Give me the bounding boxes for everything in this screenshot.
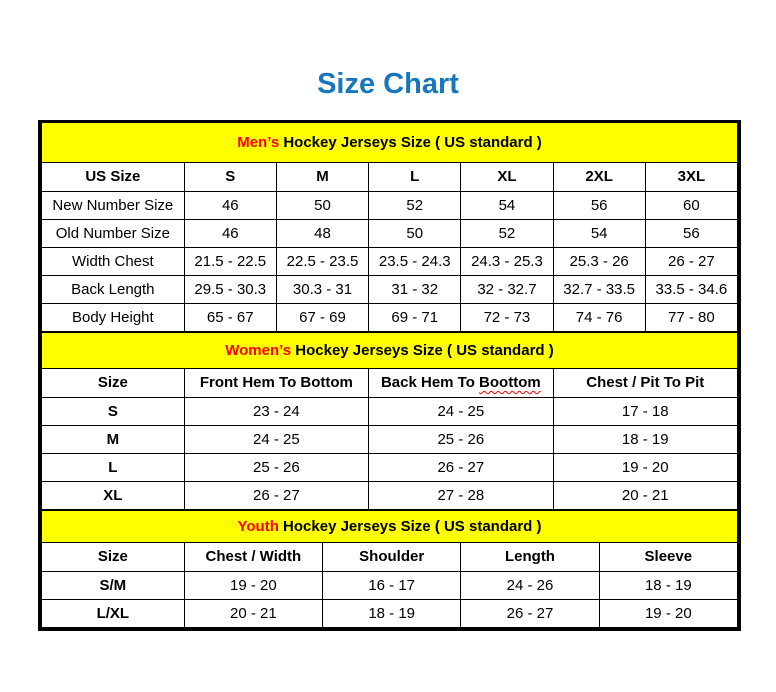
cell-value: 46 (184, 219, 276, 247)
column-header: 2XL (553, 162, 645, 191)
cell-value: 26 - 27 (184, 481, 368, 509)
table-row (42, 275, 738, 303)
cell-value: 33.5 - 34.6 (645, 275, 737, 303)
column-header: Shoulder (323, 542, 461, 571)
cell-value: 30.3 - 31 (276, 275, 368, 303)
cell-value: 72 - 73 (461, 303, 553, 331)
table-row (42, 599, 738, 627)
cell-value: 32 - 32.7 (461, 275, 553, 303)
row-label: S (42, 397, 185, 425)
cell-value: 21.5 - 22.5 (184, 247, 276, 275)
cell-value: 18 - 19 (323, 599, 461, 627)
cell-value: 52 (461, 219, 553, 247)
cell-value: 19 - 20 (553, 453, 737, 481)
cell-value: 16 - 17 (323, 571, 461, 599)
column-header: Chest / Width (184, 542, 322, 571)
cell-value: 17 - 18 (553, 397, 737, 425)
section-title-rest: Hockey Jerseys Size ( US standard ) (279, 133, 542, 151)
section-band-mens (42, 123, 738, 162)
column-header: Length (461, 542, 599, 571)
cell-value: 18 - 19 (599, 571, 737, 599)
column-header: Front Hem To Bottom (184, 368, 368, 397)
column-header: 3XL (645, 162, 737, 191)
cell-value: 77 - 80 (645, 303, 737, 331)
section-highlight-word: Youth (237, 517, 279, 535)
row-label: XL (42, 481, 185, 509)
misspelled-word: Boottom (479, 374, 541, 391)
cell-value: 31 - 32 (369, 275, 461, 303)
section-title-rest: Hockey Jerseys Size ( US standard ) (278, 517, 542, 535)
section-band-row (42, 510, 738, 542)
section-band-row (42, 332, 738, 368)
cell-value: 54 (461, 191, 553, 219)
cell-value: 48 (276, 219, 368, 247)
column-header-row (42, 542, 738, 571)
cell-value: 27 - 28 (369, 481, 553, 509)
cell-value: 23.5 - 24.3 (369, 247, 461, 275)
column-header-row (42, 162, 738, 191)
table-row (42, 191, 738, 219)
row-label: Back Length (42, 275, 185, 303)
column-header: Size (42, 542, 185, 571)
cell-value: 50 (276, 191, 368, 219)
table-row (42, 247, 738, 275)
row-label: M (42, 425, 185, 453)
section-highlight-word: Women’s (225, 341, 292, 359)
column-header: Chest / Pit To Pit (553, 368, 737, 397)
table-row (42, 303, 738, 331)
cell-value: 65 - 67 (184, 303, 276, 331)
column-header: XL (461, 162, 553, 191)
row-label: Old Number Size (42, 219, 185, 247)
cell-value: 24 - 25 (369, 397, 553, 425)
cell-value: 26 - 27 (369, 453, 553, 481)
cell-value: 52 (369, 191, 461, 219)
row-label: Body Height (42, 303, 185, 331)
womens-size-table (41, 332, 738, 510)
table-row (42, 219, 738, 247)
cell-value: 26 - 27 (645, 247, 737, 275)
column-header (369, 368, 553, 397)
cell-value: 56 (645, 219, 737, 247)
cell-value: 32.7 - 33.5 (553, 275, 645, 303)
column-header: L (369, 162, 461, 191)
row-label: L/XL (42, 599, 185, 627)
section-band-youth (42, 510, 738, 542)
cell-value: 25.3 - 26 (553, 247, 645, 275)
table-row (42, 571, 738, 599)
cell-value: 60 (645, 191, 737, 219)
cell-value: 20 - 21 (184, 599, 322, 627)
table-row (42, 425, 738, 453)
table-row (42, 397, 738, 425)
cell-value: 29.5 - 30.3 (184, 275, 276, 303)
mens-size-table (41, 123, 738, 332)
column-header-text: Back Hem To (380, 374, 480, 391)
youth-size-table (41, 510, 738, 628)
size-chart-table-block (38, 120, 741, 631)
cell-value: 50 (369, 219, 461, 247)
cell-value: 69 - 71 (369, 303, 461, 331)
cell-value: 18 - 19 (553, 425, 737, 453)
column-header: S (184, 162, 276, 191)
column-header: US Size (42, 162, 185, 191)
column-header-row (42, 368, 738, 397)
section-highlight-word: Men’s (237, 133, 280, 151)
row-label: New Number Size (42, 191, 185, 219)
column-header: Size (42, 368, 185, 397)
row-label: Width Chest (42, 247, 185, 275)
cell-value: 25 - 26 (369, 425, 553, 453)
cell-value: 19 - 20 (184, 571, 322, 599)
table-row (42, 481, 738, 509)
cell-value: 67 - 69 (276, 303, 368, 331)
cell-value: 24.3 - 25.3 (461, 247, 553, 275)
section-band-row (42, 123, 738, 162)
cell-value: 74 - 76 (553, 303, 645, 331)
cell-value: 24 - 25 (184, 425, 368, 453)
cell-value: 23 - 24 (184, 397, 368, 425)
column-header: M (276, 162, 368, 191)
page-title: Size Chart (317, 68, 459, 100)
cell-value: 20 - 21 (553, 481, 737, 509)
column-header: Sleeve (599, 542, 737, 571)
row-label: S/M (42, 571, 185, 599)
cell-value: 22.5 - 23.5 (276, 247, 368, 275)
section-band-womens (42, 332, 738, 368)
cell-value: 24 - 26 (461, 571, 599, 599)
table-row (42, 453, 738, 481)
cell-value: 19 - 20 (599, 599, 737, 627)
row-label: L (42, 453, 185, 481)
section-title-rest: Hockey Jerseys Size ( US standard ) (291, 341, 554, 359)
cell-value: 54 (553, 219, 645, 247)
cell-value: 26 - 27 (461, 599, 599, 627)
cell-value: 56 (553, 191, 645, 219)
cell-value: 46 (184, 191, 276, 219)
cell-value: 25 - 26 (184, 453, 368, 481)
